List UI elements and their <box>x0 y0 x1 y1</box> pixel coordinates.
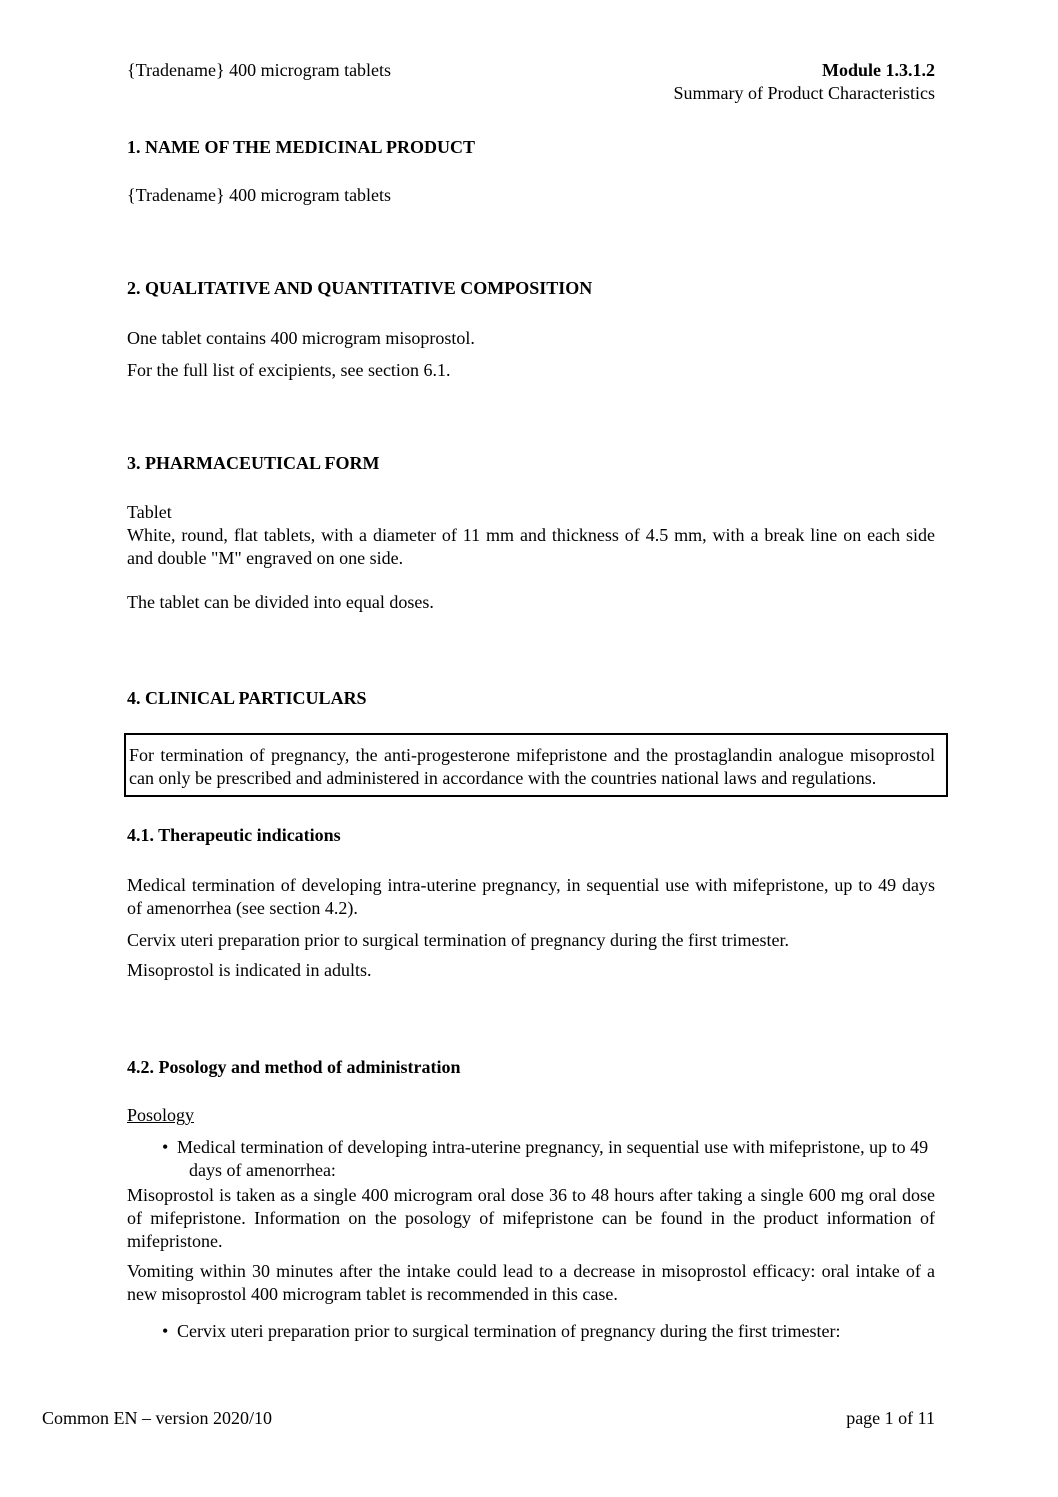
section-4-1-heading: 4.1. Therapeutic indications <box>127 825 341 845</box>
posology-subheading <box>127 1104 935 1127</box>
section-3-paragraph-3: The tablet can be divided into equal doses. <box>127 592 434 612</box>
bullet-icon: • <box>162 1321 169 1341</box>
regulatory-note-text: For termination of pregnancy, the anti-progesterone mifepristone and the prostaglandin analogue misoprostol can only be prescribed and administered in accordance with the countries national laws and regulations. <box>129 745 935 788</box>
page-footer <box>42 1407 935 1430</box>
section-2-paragraph-1: One tablet contains 400 microgram misoprostol. <box>127 328 475 348</box>
regulatory-note-box <box>124 733 948 797</box>
list-item <box>127 1136 935 1182</box>
header-module-number: Module 1.3.1.2 <box>821 60 935 80</box>
section-4-1-paragraph-1: Medical termination of developing intra-uterine pregnancy, in sequential use with mifepristone, up to 49 days of amenorrhea (see section 4.2). <box>127 875 935 918</box>
footer-version-text: Common EN – version 2020/10 <box>42 1408 272 1428</box>
section-4-2-paragraph-1: Misoprostol is taken as a single 400 microgram oral dose 36 to 48 hours after taking a single 600 mg oral dose of mifepristone. Information on the posology of mifepristone can be found in the product information of mifepristone. <box>127 1185 935 1251</box>
section-2-heading: 2. QUALITATIVE AND QUANTITATIVE COMPOSITION <box>127 278 593 298</box>
section-4-2-paragraph-2: Vomiting within 30 minutes after the intake could lead to a decrease in misoprostol efficacy: oral intake of a new misoprostol 400 microgram tablet is recommended in this case. <box>127 1261 935 1304</box>
list-item <box>127 1320 935 1343</box>
section-4-1-paragraph-3: Misoprostol is indicated in adults. <box>127 960 372 980</box>
section-2-paragraph-2: For the full list of excipients, see section 6.1. <box>127 360 451 380</box>
posology-subheading-text: Posology <box>127 1105 195 1125</box>
section-3-paragraph-2: White, round, flat tablets, with a diameter of 11 mm and thickness of 4.5 mm, with a break line on each side and double "M" engraved on one side. <box>127 525 935 568</box>
section-3-paragraph-1: Tablet <box>127 502 172 522</box>
section-4-2-heading: 4.2. Posology and method of administration <box>127 1057 461 1077</box>
list-item-text: Medical termination of developing intra-uterine pregnancy, in sequential use with mifepristone, up to 49 days of amenorrhea: <box>177 1137 929 1180</box>
section-1-paragraph: {Tradename} 400 microgram tablets <box>127 185 392 205</box>
bullet-icon: • <box>162 1137 169 1157</box>
page-header <box>127 59 935 105</box>
header-product-name: {Tradename} 400 microgram tablets <box>127 60 392 80</box>
header-doc-type: Summary of Product Characteristics <box>673 83 935 103</box>
footer-page-number: page 1 of 11 <box>846 1408 935 1428</box>
section-1-heading: 1. NAME OF THE MEDICINAL PRODUCT <box>127 137 476 157</box>
list-item-text: Cervix uteri preparation prior to surgical termination of pregnancy during the first trimester: <box>177 1321 841 1341</box>
section-4-heading: 4. CLINICAL PARTICULARS <box>127 688 367 708</box>
section-4-1-paragraph-2: Cervix uteri preparation prior to surgical termination of pregnancy during the first trimester. <box>127 930 789 950</box>
header-right-block <box>674 59 935 105</box>
section-3-heading: 3. PHARMACEUTICAL FORM <box>127 453 380 473</box>
